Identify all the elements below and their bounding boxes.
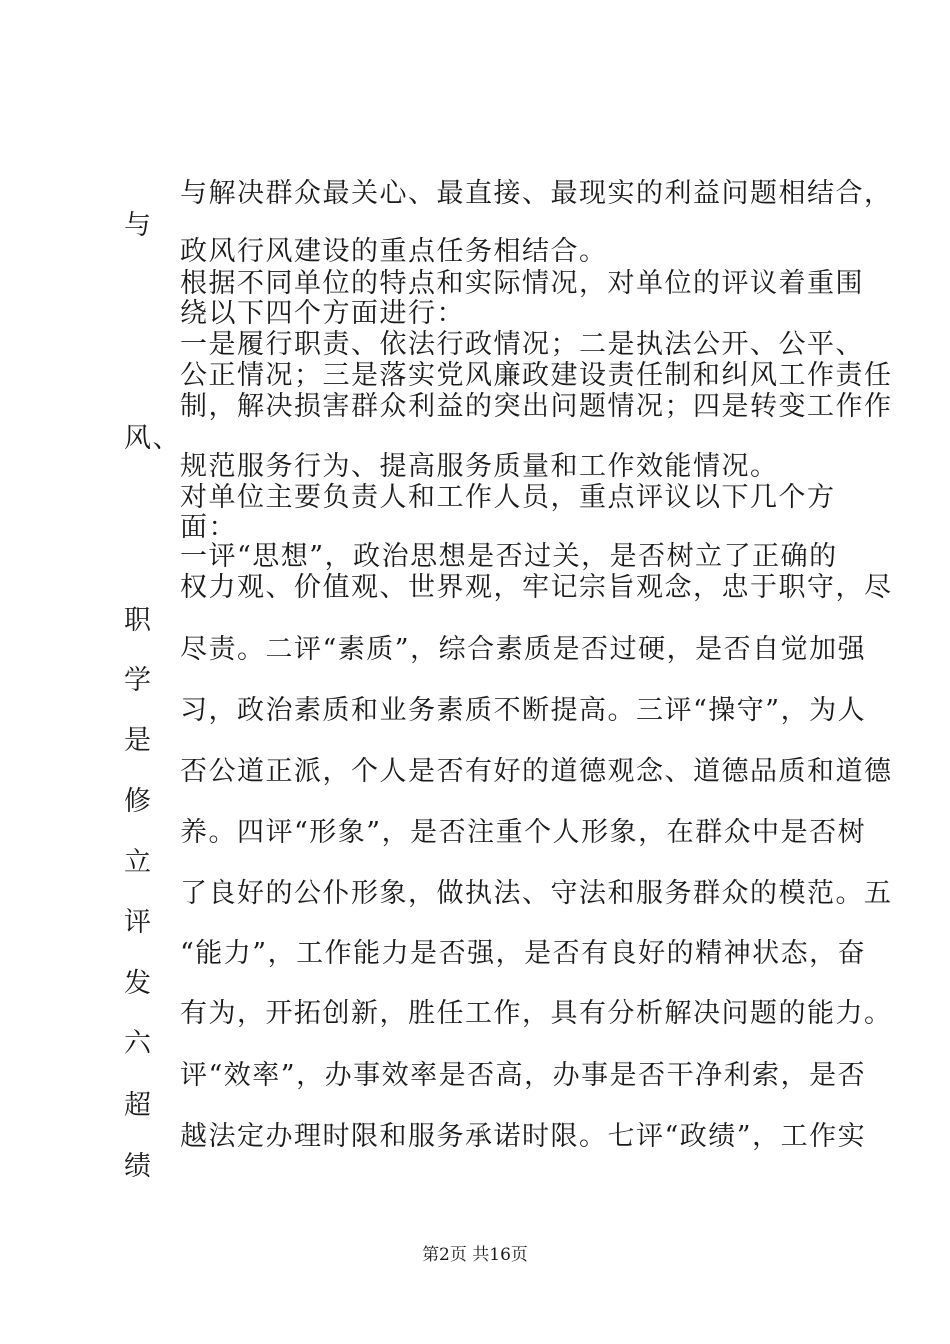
text-line: “能力”，工作能力是否强，是否有良好的精神状态，奋	[180, 938, 867, 969]
text-line: 一是履行职责、依法行政情况；二是执法公开、公平、	[180, 329, 864, 360]
margin-char: 修	[124, 786, 153, 817]
text-line: 根据不同单位的特点和实际情况，对单位的评议着重围	[180, 268, 864, 299]
margin-char: 学	[124, 665, 153, 696]
text-line: 评“效率”，办事效率是否高，办事是否干净利索，是否	[180, 1060, 867, 1091]
text-line: 习，政治素质和业务素质不断提高。三评“操守”，为人	[180, 695, 867, 726]
margin-char: 风、	[124, 423, 181, 454]
margin-char: 发	[124, 968, 153, 999]
text-line: 养。四评“形象”，是否注重个人形象，在群众中是否树	[180, 817, 867, 848]
text-line: 制，解决损害群众利益的突出问题情况；四是转变工作作	[180, 391, 893, 422]
text-line: 越法定办理时限和服务承诺时限。七评“政绩”，工作实	[180, 1121, 867, 1152]
text-line: 绕以下四个方面进行：	[180, 298, 465, 329]
text-line: 对单位主要负责人和工作人员，重点评议以下几个方	[180, 482, 836, 513]
margin-char: 与	[124, 210, 153, 241]
page-footer: 第2页 共16页	[422, 1245, 528, 1265]
text-line: 政风行风建设的重点任务相结合。	[180, 236, 608, 267]
text-line: 公正情况；三是落实党风廉政建设责任制和纠风工作责任	[180, 360, 893, 391]
text-line: 权力观、价值观、世界观，牢记宗旨观念，忠于职守，尽	[180, 572, 893, 603]
margin-char: 评	[124, 907, 153, 938]
text-line: 规范服务行为、提高服务质量和工作效能情况。	[180, 451, 779, 482]
margin-char: 超	[124, 1090, 153, 1121]
margin-char: 立	[124, 847, 153, 878]
margin-char: 六	[124, 1028, 153, 1059]
text-line: 否公道正派，个人是否有好的道德观念、道德品质和道德	[180, 756, 893, 787]
text-line: 了良好的公仆形象，做执法、守法和服务群众的模范。五	[180, 878, 893, 909]
text-line: 一评“思想”，政治思想是否过关，是否树立了正确的	[180, 541, 838, 572]
text-line: 面：	[180, 512, 237, 543]
margin-char: 绩	[124, 1151, 153, 1182]
text-line: 与解决群众最关心、最直接、最现实的利益问题相结合，	[180, 178, 893, 209]
text-line: 有为，开拓创新，胜任工作，具有分析解决问题的能力。	[180, 998, 893, 1029]
margin-char: 是	[124, 725, 153, 756]
margin-char: 职	[124, 605, 153, 636]
text-line: 尽责。二评“素质”，综合素质是否过硬，是否自觉加强	[180, 634, 867, 665]
